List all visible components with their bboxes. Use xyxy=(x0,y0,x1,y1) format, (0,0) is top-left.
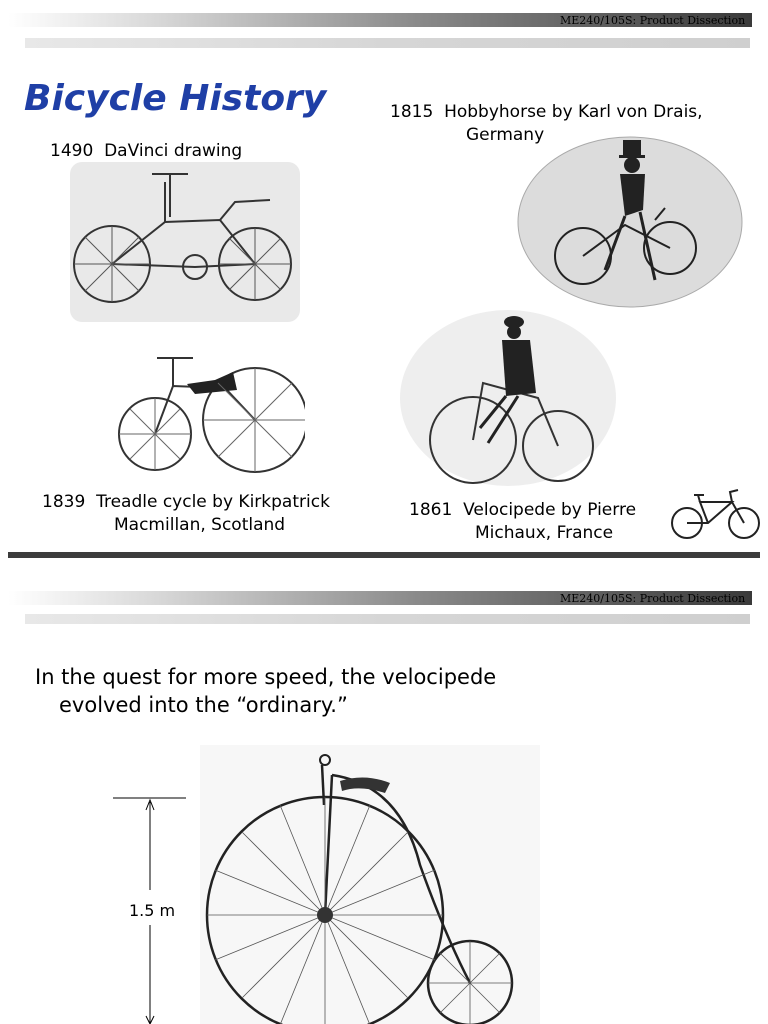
caption-text: Velocipede by Pierre xyxy=(463,500,637,520)
header-sub-bar xyxy=(25,614,750,624)
body-line-1: In the quest for more speed, the velocipede xyxy=(35,665,497,689)
davinci-bicycle-drawing xyxy=(70,162,300,322)
dimension-label: 1.5 m xyxy=(129,901,176,920)
modern-bicycle-icon xyxy=(670,486,762,544)
slide-body-text xyxy=(35,663,496,719)
caption-year: 1839 xyxy=(42,492,86,512)
header-sub-bar xyxy=(25,38,750,48)
velocipede-drawing xyxy=(398,308,618,488)
caption-1839 xyxy=(42,491,330,537)
caption-year: 1490 xyxy=(50,141,94,161)
caption-year: 1815 xyxy=(390,102,434,122)
caption-text: DaVinci drawing xyxy=(104,141,243,161)
body-line-2: evolved into the “ordinary.” xyxy=(59,693,348,717)
caption-text: Hobbyhorse by Karl von Drais, xyxy=(444,102,703,122)
slide-divider xyxy=(8,552,760,558)
caption-year: 1861 xyxy=(409,500,453,520)
caption-1490 xyxy=(50,140,242,163)
course-header: ME240/105S: Product Dissection xyxy=(560,592,746,605)
hobbyhorse-drawing xyxy=(515,130,745,310)
caption-1861 xyxy=(409,499,636,545)
course-header: ME240/105S: Product Dissection xyxy=(560,14,746,27)
caption-text-line2: Michaux, France xyxy=(475,523,614,543)
caption-text-line2: Germany xyxy=(466,125,545,145)
caption-text-line2: Macmillan, Scotland xyxy=(114,515,286,535)
slide-title: Bicycle History xyxy=(24,78,327,119)
ordinary-bicycle-drawing xyxy=(200,745,540,1024)
treadle-cycle-drawing xyxy=(115,350,305,485)
caption-text: Treadle cycle by Kirkpatrick xyxy=(96,492,330,512)
